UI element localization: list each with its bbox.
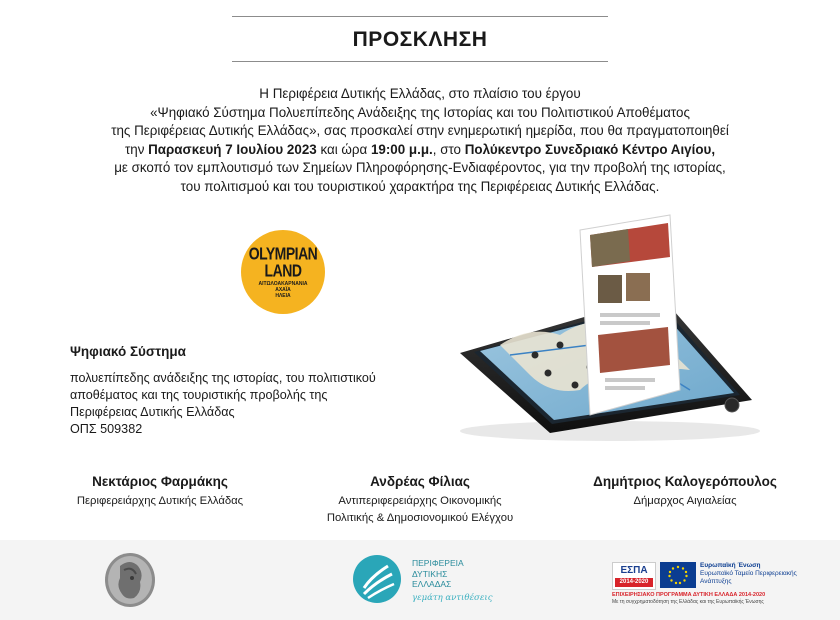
signatory-name: Ανδρέας Φίλιας — [370, 474, 470, 489]
eu-flag-icon — [660, 562, 696, 588]
intro-paragraph — [40, 85, 800, 196]
signatory-role: Περιφερειάρχης Δυτικής Ελλάδας — [76, 495, 244, 507]
espa-program: ΕΠΙΧΕΙΡΗΣΙΑΚΟ ΠΡΟΓΡΑΜΜΑ ΔΥΤΙΚΗ ΕΛΛΑΔΑ 2014-2020 — [612, 592, 766, 598]
region-western-greece-logo-icon — [352, 554, 402, 604]
phone-image — [440, 195, 780, 450]
event-venue: Πολύκεντρο Συνεδριακό Κέντρο Αιγίου, — [464, 141, 716, 157]
intro-line: του πολιτισμού και του τουριστικού χαρακτήρα της Περιφέρειας Δυτικής Ελλάδας. — [180, 178, 660, 194]
signatory-role: Αντιπεριφερειάρχης Οικονομικής Πολιτικής & Δημοσιονομικού Ελέγχου — [326, 495, 514, 524]
intro-line: της Περιφέρειας Δυτικής Ελλάδας», σας προσκαλεί στην ενημερωτική ημερίδα, που θα πραγματοποιηθεί — [111, 123, 729, 138]
intro-line-event: την Παρασκευή 7 Ιουλίου 2023 και ώρα 19:00 μ.μ., στο Πολύκεντρο Συνεδριακό Κέντρο Αιγίου, — [124, 141, 716, 157]
page-title: ΠΡΟΣΚΛΗΣΗ — [352, 28, 488, 51]
signatory-name: Δημήτριος Καλογερόπουλος — [593, 474, 777, 489]
footer-logos — [0, 540, 840, 620]
intro-line: «Ψηφιακό Σύστημα Πολυεπίπεδης Ανάδειξης της Ιστορίας και του Πολιτιστικού Αποθέματος — [150, 104, 690, 120]
title-rule-top — [232, 16, 608, 17]
signatory-role: Δήμαρχος Αιγιαλείας — [633, 495, 737, 507]
signatory-2 — [300, 474, 540, 527]
region-name: ΠΕΡΙΦΕΡΕΙΑ ΔΥΤΙΚΗΣ ΕΛΛΑΔΑΣ γεμάτη αντιθέσεις — [412, 558, 493, 603]
espa-cofund: Με τη συγχρηματοδότηση της Ελλάδας και της Ευρωπαϊκής Ένωσης — [612, 599, 764, 605]
eu-text: Ευρωπαϊκή Ένωση Ευρωπαϊκό Ταμείο Περιφερειακής Ανάπτυξης — [700, 562, 797, 585]
signatory-3 — [570, 474, 800, 510]
system-title: Ψηφιακό Σύστημα — [70, 344, 186, 359]
region-slogan: γεμάτη αντιθέσεις — [412, 592, 493, 603]
intro-line: με σκοπό τον εμπλουτισμό των Σημείων Πληροφόρησης-Ενδιαφέροντος, για την προβολή της ιστορίας, — [114, 160, 726, 175]
ops-code: ΟΠΣ 509382 — [70, 422, 143, 436]
event-time: 19:00 μ.μ. — [370, 141, 433, 157]
olympian-land-logo: OLYMPIAN LAND ΑΙΤΩΛΟΑΚΑΡΝΑΝΙΑ ΑΧΑΪΑ ΗΛΕΙΑ — [241, 230, 325, 314]
ancient-coin-icon — [104, 552, 156, 608]
espa-logo: ΕΣΠΑ 2014-2020 — [612, 562, 656, 590]
signatory-name: Νεκτάριος Φαρμάκης — [92, 474, 228, 489]
signatory-1 — [50, 474, 270, 510]
event-date: Παρασκευή 7 Ιουλίου 2023 — [148, 141, 317, 157]
title-rule-bottom — [232, 61, 608, 62]
intro-line: Η Περιφέρεια Δυτικής Ελλάδας, στο πλαίσιο του έργου — [259, 86, 581, 101]
smartphone-illustration — [440, 195, 780, 450]
system-description: πολυεπίπεδης ανάδειξης της ιστορίας, του πολιτιστικού αποθέματος και της τουριστικής προβολής της Περιφέρειας Δυτικής Ελλάδας ΟΠΣ 509382 — [70, 371, 376, 436]
